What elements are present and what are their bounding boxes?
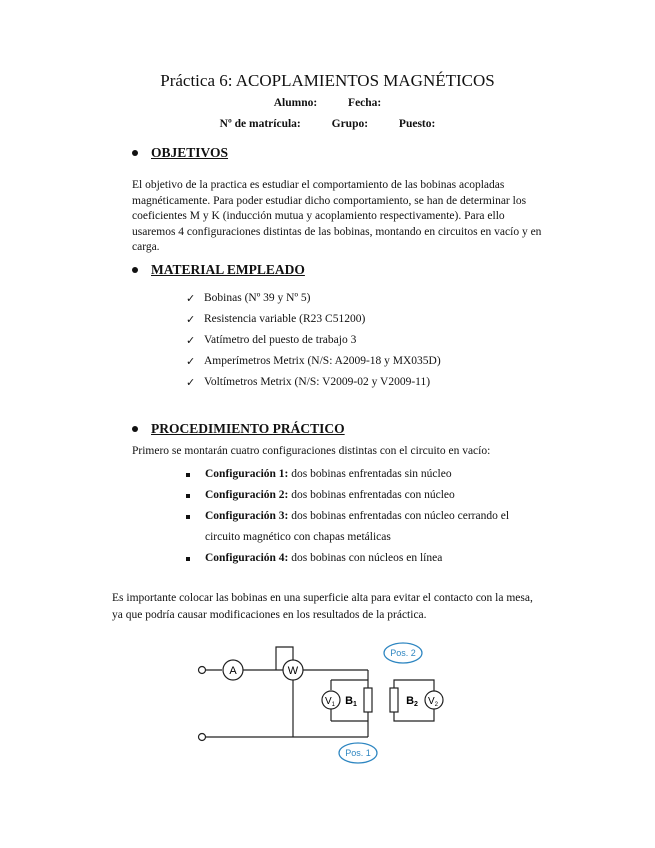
- terminal-top: [199, 667, 206, 674]
- b2-label: B2: [406, 695, 418, 708]
- procedimiento-heading-text: PROCEDIMIENTO PRÁCTICO: [151, 421, 345, 436]
- grupo-label: Grupo:: [331, 118, 369, 130]
- pos1-label: Pos. 1: [345, 748, 371, 758]
- objetivos-heading-text: OBJETIVOS: [151, 145, 229, 160]
- material-heading-text: MATERIAL EMPLEADO: [151, 262, 305, 277]
- list-item: ✓ Resistencia variable (R23 C51200): [186, 313, 366, 326]
- square-bullet-icon: [186, 548, 205, 569]
- bullet-icon: [132, 267, 138, 273]
- pos2-label: Pos. 2: [390, 648, 416, 658]
- v1-label: $V_1$: [324, 696, 336, 708]
- bullet-icon: [132, 426, 138, 432]
- v2-label: $V_2$: [427, 696, 439, 708]
- list-item: ✓ Bobinas (Nº 39 y Nº 5): [186, 292, 311, 305]
- list-item: Configuración 3: dos bobinas enfrentadas con núcleo cerrando el circuito magnético con chapas metálicas: [186, 506, 545, 548]
- section-objetivos-heading: [132, 145, 228, 161]
- bullet-icon: [132, 150, 138, 156]
- coil-b1-symbol: [364, 688, 372, 712]
- checkmark-icon: ✓: [186, 377, 196, 389]
- objetivos-paragraph: El objetivo de la practica es estudiar el comportamiento de las bobinas acopladas magnéticamente. Para poder estudiar dicho comportamiento, se han de determinar los coeficientes M y K (inducción mutua y acoplamiento respectivamente). Para ello usaremos 4 configuraciones distintas de las bobinas, montando en circuitos en vacío y en carga.: [132, 179, 542, 253]
- list-item: ✓ Amperímetros Metrix (N/S: A2009-18 y MX035D): [186, 355, 441, 368]
- wattmeter-label: W: [287, 665, 299, 677]
- ammeter-label: A: [229, 665, 237, 677]
- circuit-diagram: [190, 636, 460, 770]
- list-item: ✓ Voltímetros Metrix (N/S: V2009-02 y V2009-11): [186, 376, 431, 389]
- meta-row-2: [0, 118, 655, 130]
- page-title: Práctica 6: ACOPLAMIENTOS MAGNÉTICOS: [160, 71, 495, 90]
- matricula-label: Nº de matrícula:: [219, 118, 301, 130]
- checkmark-icon: ✓: [186, 293, 196, 305]
- config-list: [186, 464, 545, 569]
- section-material-heading: [132, 262, 305, 278]
- section-procedimiento-heading: [132, 421, 345, 437]
- checkmark-icon: ✓: [186, 335, 196, 347]
- terminal-bottom: [199, 734, 206, 741]
- square-bullet-icon: [186, 485, 205, 506]
- meta-row-1: [0, 97, 655, 109]
- checkmark-icon: ✓: [186, 356, 196, 368]
- list-item: Configuración 4: dos bobinas con núcleos en línea: [186, 548, 545, 569]
- list-item: Configuración 1: dos bobinas enfrentadas sin núcleo: [186, 464, 545, 485]
- alumno-label: Alumno:: [273, 97, 318, 109]
- square-bullet-icon: [186, 464, 205, 485]
- fecha-label: Fecha:: [348, 97, 382, 109]
- list-item: ✓ Vatímetro del puesto de trabajo 3: [186, 334, 357, 347]
- note-paragraph: Es importante colocar las bobinas en una superficie alta para evitar el contacto con la mesa, ya que podría causar modificaciones en los resultados de la práctica.: [112, 592, 533, 621]
- coil-b2-symbol: [390, 688, 398, 712]
- b1-label: B1: [345, 695, 357, 708]
- square-bullet-icon: [186, 506, 205, 527]
- list-item: Configuración 2: dos bobinas enfrentadas con núcleo: [186, 485, 545, 506]
- procedimiento-intro: Primero se montarán cuatro configuraciones distintas con el circuito en vacío:: [132, 445, 491, 457]
- puesto-label: Puesto:: [398, 118, 436, 130]
- material-list: [186, 292, 441, 397]
- checkmark-icon: ✓: [186, 314, 196, 326]
